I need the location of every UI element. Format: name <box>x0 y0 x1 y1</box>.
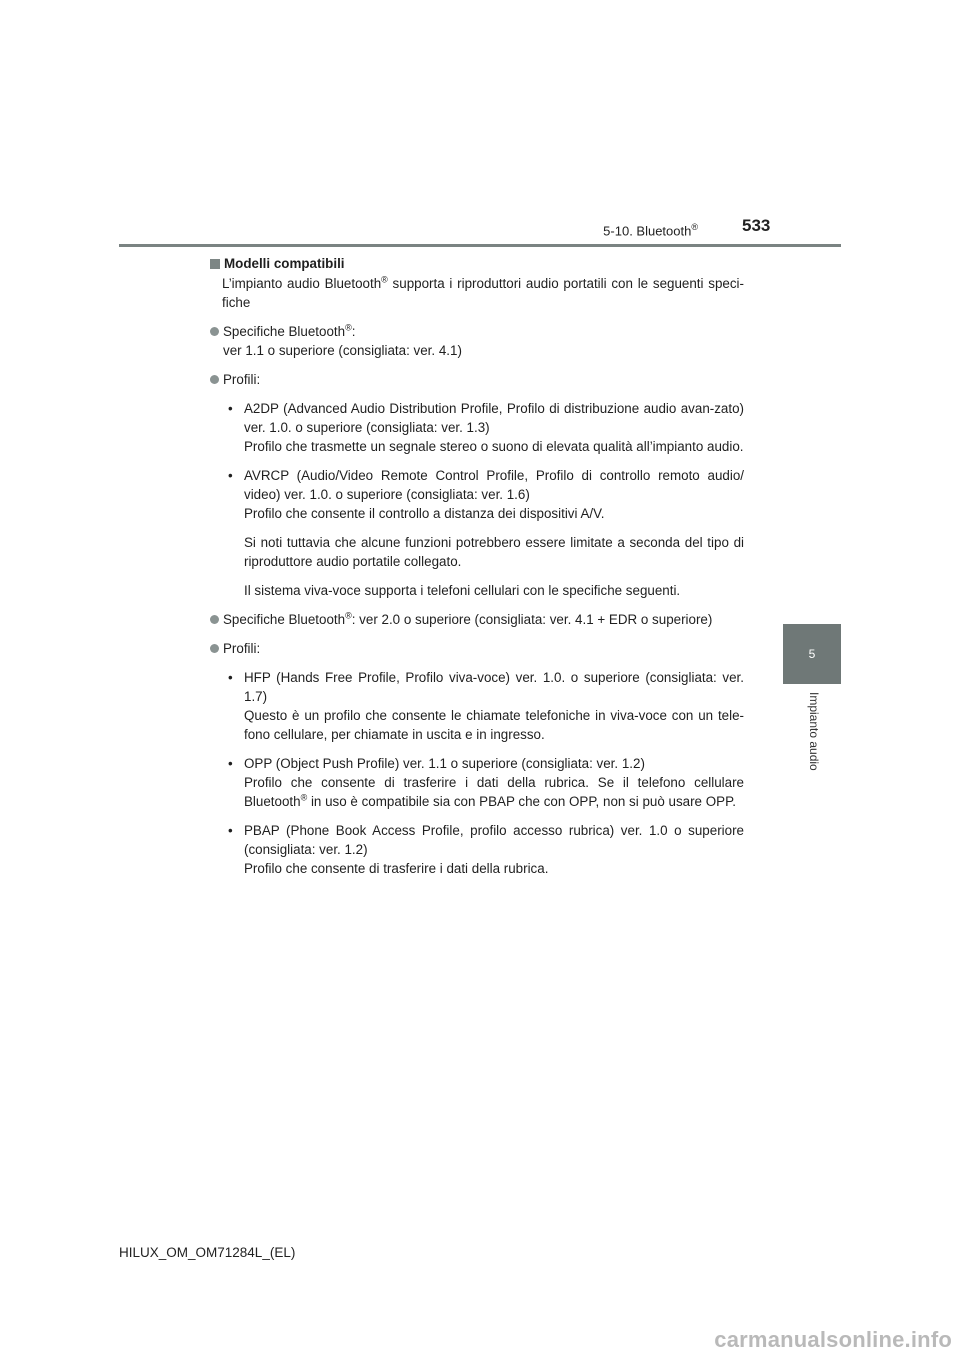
chapter-number: 5 <box>808 647 816 661</box>
watermark: carmanualsonline.info <box>714 1327 952 1352</box>
profile-item: • HFP (Hands Free Profile, Profilo viva-voce) ver. 1.0. o superiore (consigliata: ver. 1.7) Questo è un profilo che consente le chiamate telefoniche in viva-voce con un tele-fono cellulare, per chiamate in uscita e in ingresso. <box>228 670 744 742</box>
list-item: Specifiche Bluetooth®: ver 1.1 o superiore (consigliata: ver. 4.1) <box>210 322 744 360</box>
small-bullet-icon: • <box>228 401 233 416</box>
document-code: HILUX_OM_OM71284L_(EL) <box>119 1245 296 1260</box>
header-rule <box>119 244 841 247</box>
small-bullet-icon: • <box>228 468 233 483</box>
square-bullet-icon <box>210 259 220 269</box>
small-bullet-icon: • <box>228 670 233 685</box>
list-item: Specifiche Bluetooth®: ver 2.0 o superiore (consigliata: ver. 4.1 + EDR o superiore) <box>210 610 744 629</box>
list-item: Profili: <box>210 370 744 389</box>
chapter-tab <box>783 624 841 684</box>
page-content <box>210 254 744 878</box>
profile-item: • OPP (Object Push Profile) ver. 1.1 o superiore (consigliata: ver. 1.2) Profilo che consente di trasferire i dati della rubrica. Se il telefono cellulare Bluetooth® in uso è compatibile sia con PBAP che con OPP, non si può usare OPP. <box>228 756 744 809</box>
page-number: 533 <box>742 216 771 235</box>
chapter-label: Impianto audio <box>807 692 821 771</box>
note-paragraph: Si noti tuttavia che alcune funzioni potrebbero essere limitate a seconda del tipo di riproduttore audio portatile collegato. <box>244 535 744 569</box>
circle-bullet-icon <box>210 375 219 384</box>
small-bullet-icon: • <box>228 756 233 771</box>
profile-item: • PBAP (Phone Book Access Profile, profilo accesso rubrica) ver. 1.0 o superiore (consigliata: ver. 1.2) Profilo che consente di trasferire i dati della rubrica. <box>228 823 744 876</box>
intro-paragraph: L’impianto audio Bluetooth® supporta i riproduttori audio portatili con le seguenti speci-fiche <box>222 274 744 310</box>
circle-bullet-icon <box>210 644 219 653</box>
profile-item: • A2DP (Advanced Audio Distribution Profile, Profilo di distribuzione audio avan-zato) ver. 1.0. o superiore (consigliata: ver. 1.3) Profilo che trasmette un segnale stereo o suono di elevata qualità all’impianto audio. <box>228 401 744 454</box>
small-bullet-icon: • <box>228 823 233 838</box>
section-heading: Modelli compatibili <box>210 254 744 273</box>
circle-bullet-icon <box>210 615 219 624</box>
profile-item: • AVRCP (Audio/Video Remote Control Profile, Profilo di controllo remoto audio/ video) ver. 1.0. o superiore (consigliata: ver. 1.6) Profilo che consente il controllo a distanza dei dispositivi A/V. <box>228 468 744 521</box>
list-item: Profili: <box>210 639 744 658</box>
circle-bullet-icon <box>210 327 219 336</box>
note-paragraph: Il sistema viva-voce supporta i telefoni cellulari con le specifiche seguenti. <box>244 583 681 598</box>
section-title: 5-10. Bluetooth® <box>603 222 698 239</box>
